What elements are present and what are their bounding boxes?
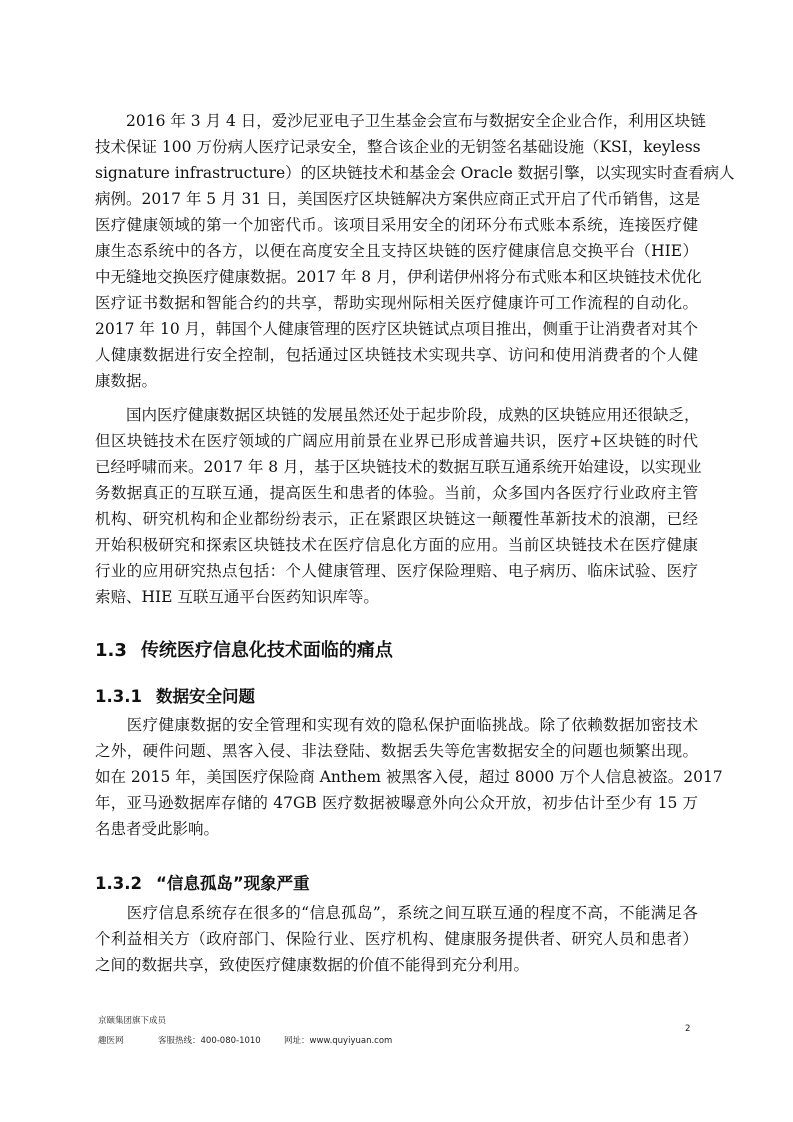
- text-line: 技术保证 100 万份病人医疗记录安全，整合该企业的无钥签名基础设施（KSI，keyless: [95, 138, 701, 156]
- text-line: 务数据真正的互联互通，提高医生和患者的体验。当前，众多国内各医疗行业政府主管: [95, 484, 698, 502]
- text-line: 之间的数据共享，致使医疗健康数据的价值不能得到充分利用。: [95, 956, 530, 974]
- text-line: 康生态系统中的各方，以便在高度安全且支持区块链的医疗健康信息交换平台（HIE）: [95, 242, 698, 260]
- section-title: 数据安全问题: [155, 687, 255, 706]
- text-line: 如在 2015 年，美国医疗保险商 Anthem 被黑客入侵，超过 8000 万个人信息被盗。2017: [95, 768, 723, 786]
- paragraph-data-security: [95, 712, 723, 842]
- text-line: 开始积极研究和探索区块链技术在医疗信息化方面的应用。当前区块链技术在医疗健康: [95, 536, 698, 554]
- section-heading-1-3-2: [95, 870, 310, 894]
- section-title: 传统医疗信息化技术面临的痛点: [140, 640, 393, 661]
- text-line: 人健康数据进行安全控制，包括通过区块链技术实现共享、访问和使用消费者的个人健: [95, 346, 698, 364]
- text-line: 机构、研究机构和企业都纷纷表示，正在紧跟区块链这一颠覆性革新技术的浪潮，已经: [95, 510, 698, 528]
- text-line: 名患者受此影响。: [95, 820, 220, 838]
- section-heading-1-3-1: [95, 683, 255, 707]
- section-heading-1-3: [95, 636, 393, 662]
- text-line: 2016 年 3 月 4 日，爱沙尼亚电子卫生基金会宣布与数据安全企业合作，利用区块链: [95, 112, 706, 130]
- text-line: 中无缝地交换医疗健康数据。2017 年 8 月，伊利诺伊州将分布式账本和区块链技术优化: [95, 268, 702, 286]
- text-line: signature infrastructure）的区块链技术和基金会 Oracle 数据引擎，以实现实时查看病人: [95, 164, 735, 182]
- text-line: 索赔、HIE 互联互通平台医药知识库等。: [95, 588, 379, 606]
- text-line: 年，亚马逊数据库存储的 47GB 医疗数据被曝意外向公众开放，初步估计至少有 15 万: [95, 794, 698, 812]
- paragraph-blockchain-domestic: [95, 402, 702, 610]
- footer-hotline: 客服热线：400-080-1010: [158, 1036, 261, 1046]
- text-line: 行业的应用研究热点包括：个人健康管理、医疗保险理赔、电子病历、临床试验、医疗: [95, 562, 698, 580]
- text-line: 之外，硬件问题、黑客入侵、非法登陆、数据丢失等危害数据安全的问题也频繁出现。: [95, 742, 698, 760]
- text-line: 医疗健康数据的安全管理和实现有效的隐私保护面临挑战。除了依赖数据加密技术: [95, 716, 698, 734]
- text-line: 已经呼啸而来。2017 年 8 月，基于区块链技术的数据互联互通系统开始建设，以实现业: [95, 458, 702, 476]
- footer-website: 网址：www.quyiyuan.com: [284, 1036, 393, 1046]
- section-title: “信息孤岛”现象严重: [155, 874, 310, 893]
- section-number: 1.3: [95, 640, 127, 661]
- text-line: 国内医疗健康数据区块链的发展虽然还处于起步阶段，成熟的区块链应用还很缺乏，: [95, 406, 700, 424]
- text-line: 医疗信息系统存在很多的“信息孤岛”，系统之间互联互通的程度不高，不能满足各: [95, 904, 698, 922]
- page-number: 2: [685, 1024, 691, 1034]
- footer-company: 京颐集团旗下成员: [98, 1016, 167, 1026]
- text-line: 医疗健康领域的第一个加密代币。该项目采用安全的闭环分布式账本系统，连接医疗健: [95, 216, 698, 234]
- paragraph-blockchain-international: [95, 108, 735, 394]
- text-line: 病例。2017 年 5 月 31 日，美国医疗区块链解决方案供应商正式开启了代币销售，这是: [95, 190, 701, 208]
- section-number: 1.3.1: [95, 687, 142, 706]
- section-number: 1.3.2: [95, 874, 142, 893]
- text-line: 医疗证书数据和智能合约的共享，帮助实现州际相关医疗健康许可工作流程的自动化。: [95, 294, 698, 312]
- text-line: 个利益相关方（政府部门、保险行业、医疗机构、健康服务提供者、研究人员和患者）: [95, 930, 698, 948]
- text-line: 但区块链技术在医疗领域的广阔应用前景在业界已形成普遍共识，医疗+区块链的时代: [95, 432, 698, 450]
- footer-site-name: 趣医网: [98, 1036, 124, 1046]
- text-line: 2017 年 10 月，韩国个人健康管理的医疗区块链试点项目推出，侧重于让消费者对其个: [95, 320, 698, 338]
- paragraph-information-islands: [95, 900, 698, 978]
- text-line: 康数据。: [95, 372, 158, 390]
